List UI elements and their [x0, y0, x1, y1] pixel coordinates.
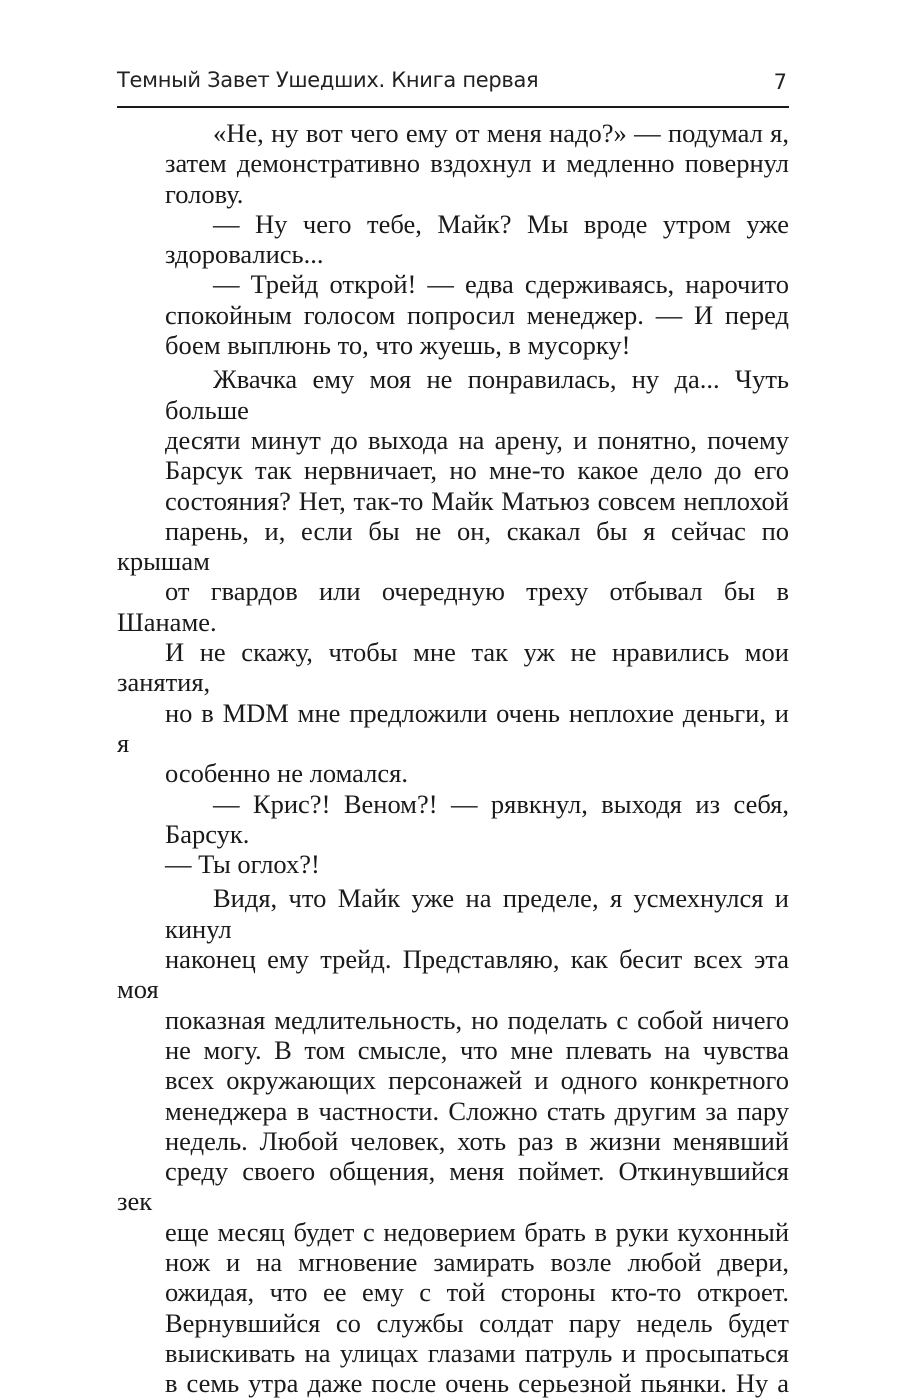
text-line: — Трейд открой! — едва сдерживаясь, нарочито — [213, 269, 789, 300]
text-line: нож и на мгновение замирать возле любой двери, — [165, 1246, 789, 1277]
text-line: Видя, что Майк уже на пределе, я усмехнулся и кинул — [165, 883, 789, 944]
text-line: среду своего общения, меня поймет. Откинувшийся зек — [117, 1156, 789, 1217]
text-line: — Крис?! Веном?! — рявкнул, выходя из себя, Барсук. — [165, 788, 789, 849]
body-text — [117, 118, 789, 1398]
text-line: но в MDM мне предложили очень неплохие деньги, и я — [117, 697, 789, 758]
paragraph — [117, 118, 789, 209]
text-line: — Ты оглох?! — [165, 849, 320, 880]
text-line: спокойным голосом попросил менеджер. — И перед — [165, 299, 789, 330]
text-line: состояния? Нет, так-то Майк Матьюз совсем неплохой — [165, 485, 789, 516]
text-line: здоровались... — [165, 239, 324, 270]
text-line: недель. Любой человек, хоть раз в жизни менявший — [165, 1125, 789, 1156]
text-line: Жвачка ему моя не понравилась, ну да... Чуть больше — [165, 364, 789, 425]
text-line: показная медлительность, но поделать с собой ничего — [165, 1004, 789, 1035]
text-line: от гвардов или очередную треху отбывал бы в Шанаме. — [117, 576, 789, 637]
page-number: 7 — [773, 70, 787, 94]
paragraph — [117, 209, 789, 270]
text-line: — Ну чего тебе, Майк? Мы вроде утром уже — [213, 208, 789, 239]
text-line: менеджера в частности. Сложно стать другим за пару — [165, 1095, 789, 1126]
text-line: парень, и, если бы не он, скакал бы я сейчас по крышам — [117, 515, 789, 577]
text-line: выискивать на улицах глазами патруль и просыпаться — [165, 1337, 789, 1368]
text-line: всех окружающих персонажей и одного конкретного — [165, 1065, 789, 1096]
running-title: Темный Завет Ушедших. Книга первая — [117, 68, 539, 92]
text-line: Барсук так нервничает, но мне-то какое дело до его — [165, 455, 789, 486]
paragraph — [117, 364, 789, 788]
text-line: десяти минут до выхода на арену, и понятно, почему — [165, 424, 789, 455]
paragraph — [117, 883, 789, 1398]
text-line: голову. — [165, 178, 244, 209]
text-line: не могу. В том смысле, что мне плевать на чувства — [165, 1034, 789, 1065]
paragraph — [117, 789, 789, 880]
text-line: ожидая, что ее ему с той стороны кто-то откроет. — [165, 1277, 789, 1308]
text-line: затем демонстративно вздохнул и медленно повернул — [165, 148, 789, 179]
text-line: наконец ему трейд. Представляю, как бесит всех эта моя — [117, 944, 789, 1005]
text-line: И не скажу, чтобы мне так уж не нравились мои занятия, — [117, 637, 789, 698]
running-header — [117, 66, 789, 108]
text-line: особенно не ломался. — [165, 758, 408, 789]
text-line: «Не, ну вот чего ему от меня надо?» — подумал я, — [213, 118, 789, 148]
paragraph — [117, 269, 789, 360]
text-line: в семь утра даже после очень серьезной пьянки. Ну а — [165, 1368, 789, 1398]
text-line: боем выплюнь то, что жуешь, в мусорку! — [165, 330, 631, 361]
text-line: Вернувшийся со службы солдат пару недель будет — [165, 1307, 789, 1338]
text-line: еще месяц будет с недоверием брать в руки кухонный — [165, 1216, 789, 1247]
